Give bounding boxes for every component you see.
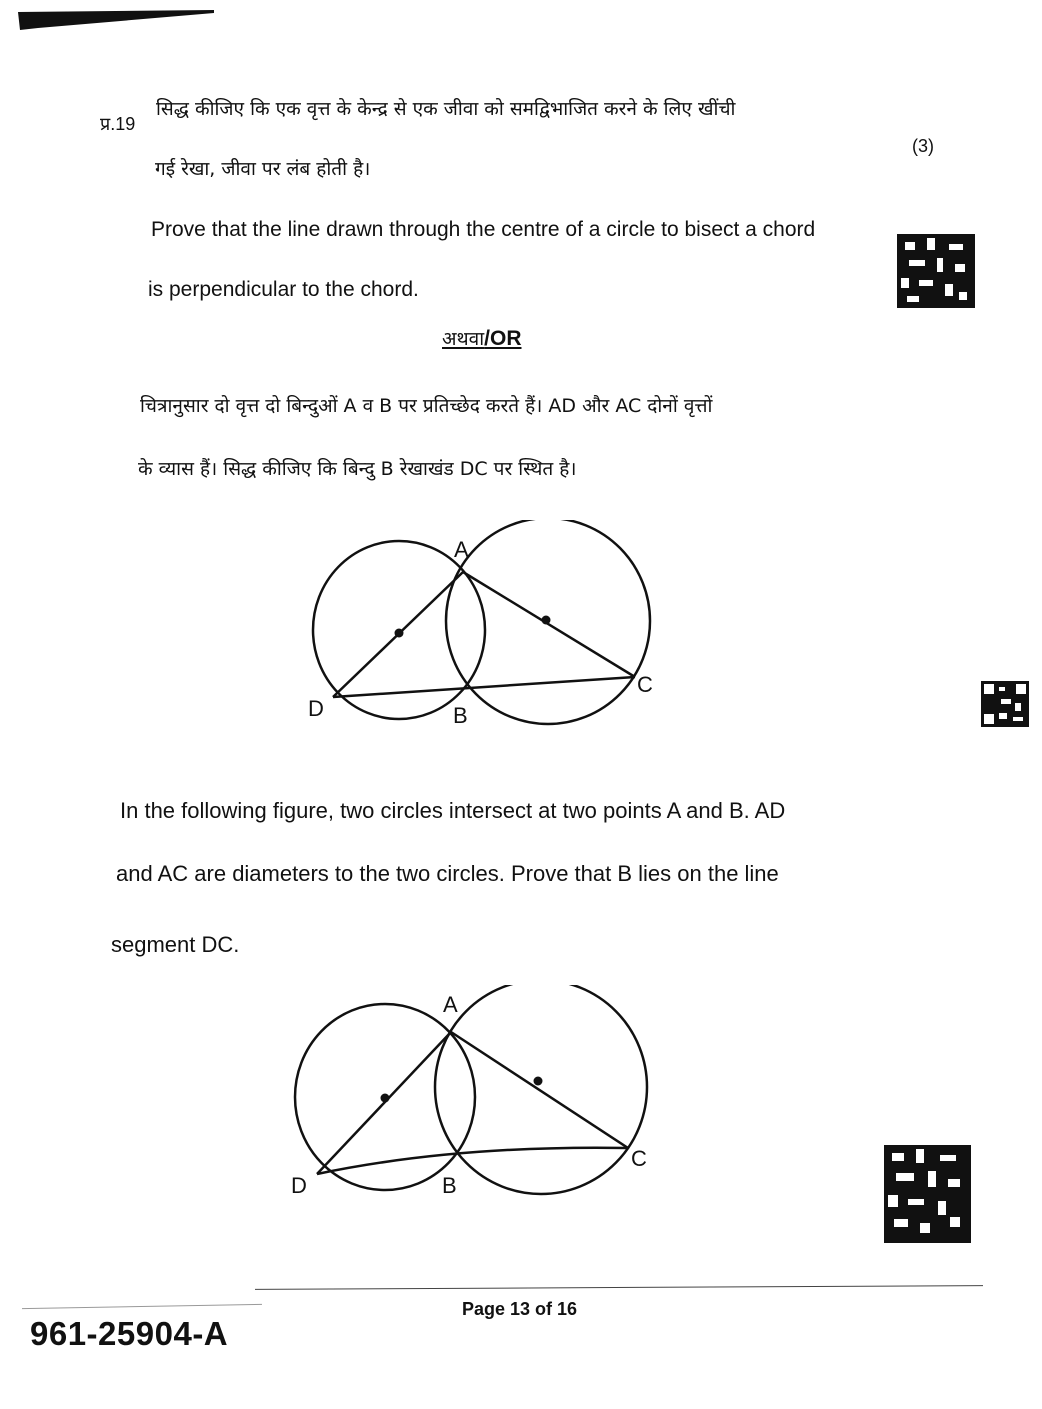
label-A: A <box>454 537 469 562</box>
diameter-AD <box>317 1032 451 1174</box>
or-heading <box>442 325 522 351</box>
page-number: Page 13 of 16 <box>462 1299 578 1319</box>
qr-code <box>981 681 1029 727</box>
center-left <box>395 629 404 638</box>
barcode-top <box>897 234 975 308</box>
label-A: A <box>443 992 458 1017</box>
or-heading-hindi: अथवा <box>442 328 485 350</box>
footer-rule-left <box>22 1304 262 1309</box>
alternative-hindi-line-1: चित्रानुसार दो वृत्त दो बिन्दुओं A व B पर प्रतिच्छेद करते हैं। AD और AC दोनों वृत्तों <box>140 395 713 417</box>
barcode-bottom <box>884 1145 971 1243</box>
center-left <box>381 1094 390 1103</box>
label-B: B <box>442 1173 457 1198</box>
center-right <box>534 1077 543 1086</box>
footer-rule <box>255 1285 983 1290</box>
question-english-line-2: is perpendicular to the chord. <box>148 278 419 301</box>
alternative-english-line-2: and AC are diameters to the two circles. Prove that B lies on the line <box>116 861 779 886</box>
question-number: प्र.19 <box>100 114 136 134</box>
label-C: C <box>637 672 653 697</box>
center-right <box>542 616 551 625</box>
alternative-english-line-1: In the following figure, two circles intersect at two points A and B. AD <box>120 798 786 823</box>
label-B: B <box>453 703 468 728</box>
question-marks: (3) <box>912 136 934 156</box>
label-D: D <box>308 696 324 721</box>
question-english-line-1: Prove that the line drawn through the centre of a circle to bisect a chord <box>151 218 816 241</box>
scan-mark <box>18 8 218 30</box>
alternative-english-line-3: segment DC. <box>111 932 240 957</box>
paper-code: 961-25904-A <box>30 1315 229 1352</box>
question-hindi-line-2: गई रेखा, जीवा पर लंब होती है। <box>155 158 371 180</box>
segment-DC <box>333 677 635 697</box>
diameter-AC <box>463 572 635 677</box>
question-hindi-line-1: सिद्ध कीजिए कि एक वृत्त के केन्द्र से एक जीवा को समद्विभाजित करने के लिए खींची <box>156 98 736 120</box>
alternative-hindi-line-2: के व्यास हैं। सिद्ध कीजिए कि बिन्दु B रेखाखंड DC पर स्थित है। <box>138 458 577 480</box>
label-D: D <box>291 1173 307 1198</box>
or-heading-separator: / <box>484 327 490 350</box>
figure-hindi <box>300 520 670 735</box>
figure-english <box>285 985 665 1215</box>
label-C: C <box>631 1146 647 1171</box>
or-heading-english: OR <box>490 327 522 350</box>
diameter-AC <box>451 1032 628 1148</box>
